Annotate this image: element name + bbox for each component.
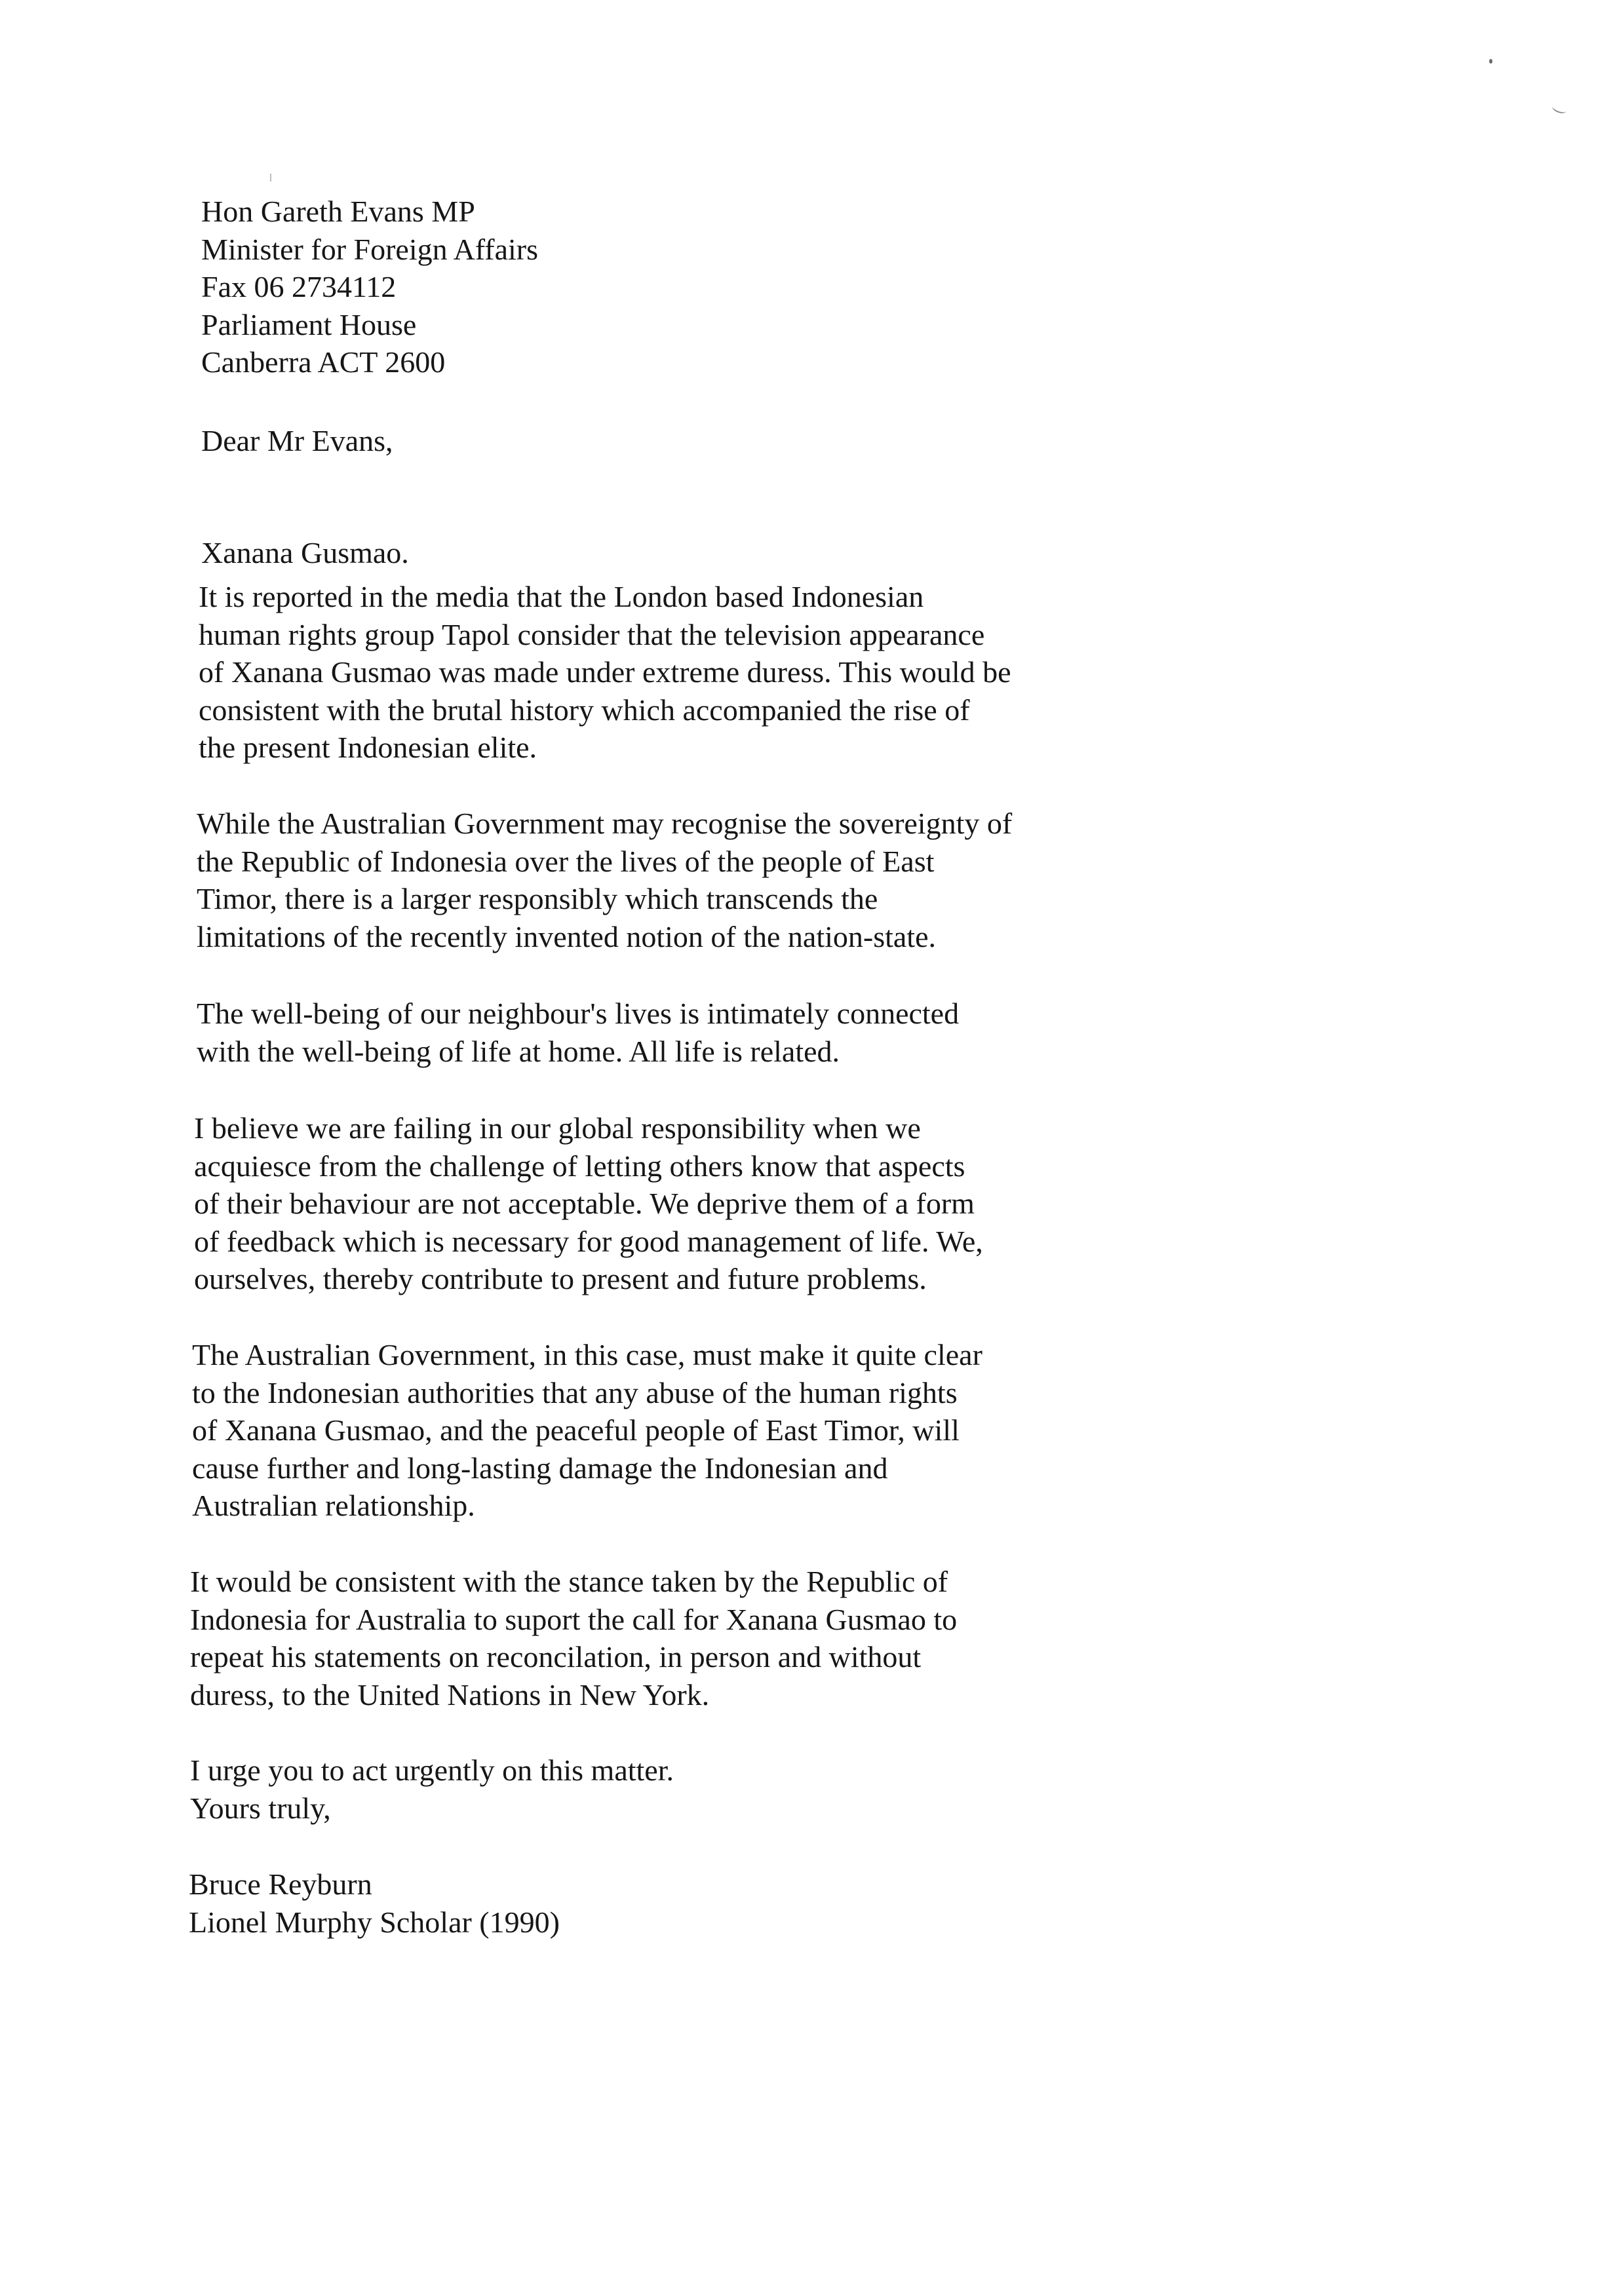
closing-line: I urge you to act urgently on this matter. (190, 1753, 674, 1787)
paragraph-line: The well-being of our neighbour's lives is intimately connected (197, 997, 960, 1030)
address-line: Minister for Foreign Affairs (201, 232, 539, 266)
paragraph-line: of Xanana Gusmao was made under extreme duress. This would be (199, 655, 1011, 689)
body-paragraph-4 (194, 1109, 983, 1298)
paragraph-line: While the Australian Government may recognise the sovereignty of (197, 807, 1013, 840)
body-paragraph-6 (190, 1563, 957, 1713)
paragraph-line: Timor, there is a larger responsibly which transcends the (197, 882, 878, 915)
paragraph-line: Indonesia for Australia to suport the call for Xanana Gusmao to (190, 1602, 958, 1636)
scan-mark (1551, 103, 1568, 115)
salutation (201, 422, 393, 460)
paragraph-line: to the Indonesian authorities that any abuse of the human rights (192, 1375, 958, 1409)
address-line: Hon Gareth Evans MP (201, 195, 475, 228)
scan-speck (1489, 59, 1492, 64)
recipient-address (201, 193, 538, 381)
signer-title: Lionel Murphy Scholar (1990) (189, 1905, 560, 1939)
body-paragraph-5 (192, 1336, 983, 1525)
subject-line (201, 534, 409, 572)
paragraph-line: the Republic of Indonesia over the lives of the people of East (197, 844, 935, 878)
closing (190, 1751, 674, 1827)
paragraph-line: cause further and long-lasting damage the Indonesian and (192, 1451, 888, 1485)
body-paragraph-2 (197, 805, 1012, 955)
body-paragraph-3 (197, 995, 959, 1070)
paragraph-line: of Xanana Gusmao, and the peaceful people of East Timor, will (192, 1413, 960, 1447)
paragraph-line: of feedback which is necessary for good management of life. We, (194, 1224, 983, 1258)
paragraph-line: repeat his statements on reconcilation, in person and without (190, 1640, 922, 1674)
paragraph-line: I believe we are failing in our global responsibility when we (194, 1111, 921, 1145)
subject-text: Xanana Gusmao. (201, 536, 409, 569)
paragraph-line: Australian relationship. (192, 1489, 475, 1522)
paragraph-line: ourselves, thereby contribute to present and future problems. (194, 1262, 927, 1295)
scan-speck (270, 174, 271, 182)
paragraph-line: the present Indonesian elite. (199, 731, 537, 764)
address-line: Canberra ACT 2600 (201, 345, 446, 379)
address-line: Parliament House (201, 307, 417, 341)
address-line: Fax 06 2734112 (201, 270, 397, 303)
body-paragraph-1 (199, 578, 1011, 767)
signature-block (189, 1866, 560, 1941)
paragraph-line: with the well-being of life at home. All life is related. (197, 1034, 840, 1068)
salutation-line: Dear Mr Evans, (201, 424, 393, 457)
paragraph-line: duress, to the United Nations in New York. (190, 1677, 710, 1712)
paragraph-line: limitations of the recently invented notion of the nation-state. (197, 919, 936, 953)
paragraph-line: It would be consistent with the stance taken by the Republic of (190, 1565, 948, 1598)
paragraph-line: The Australian Government, in this case, must make it quite clear (192, 1338, 983, 1371)
closing-line: Yours truly, (190, 1791, 331, 1825)
paragraph-line: acquiesce from the challenge of letting others know that aspects (194, 1149, 965, 1183)
paragraph-line: It is reported in the media that the London based Indonesian (199, 580, 924, 613)
paragraph-line: consistent with the brutal history which accompanied the rise of (199, 693, 970, 727)
paragraph-line: human rights group Tapol consider that the television appearance (199, 617, 985, 651)
paragraph-line: of their behaviour are not acceptable. We deprive them of a form (194, 1187, 975, 1220)
signer-name: Bruce Reyburn (189, 1867, 372, 1901)
